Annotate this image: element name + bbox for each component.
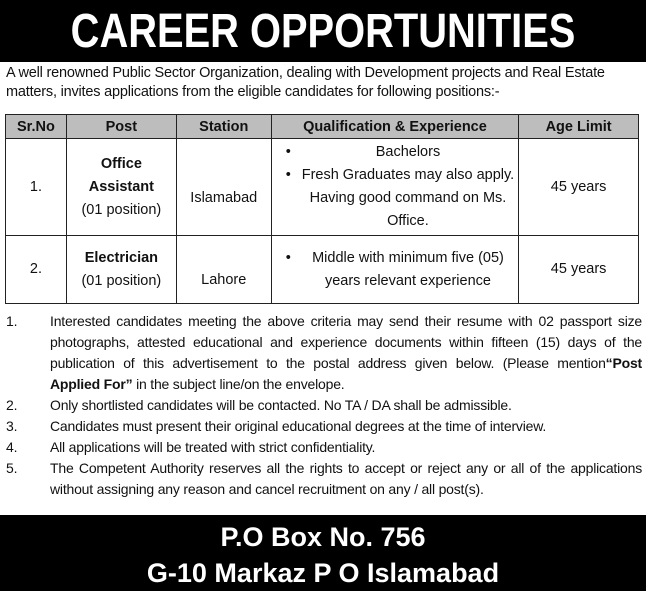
list-item	[6, 416, 642, 437]
intro-paragraph: A well renowned Public Sector Organization, dealing with Development projects and Real Estate matters, invites applications from the eligible candidates for following positions:-	[6, 65, 605, 100]
post-name-line: Office	[100, 155, 142, 172]
age-limit-cell: 45 years	[519, 236, 639, 304]
post-name-line: Electrician	[84, 249, 159, 266]
table-row	[6, 139, 639, 236]
qualification-list	[286, 141, 515, 233]
list-item	[6, 311, 642, 395]
qualification-list	[286, 247, 515, 293]
post-cell	[66, 139, 176, 236]
list-item	[6, 458, 642, 500]
header-banner	[0, 0, 646, 62]
column-header-post: Post	[66, 115, 176, 139]
qualification-cell	[271, 139, 519, 236]
condition-number: 2.	[6, 397, 18, 413]
po-box-line: P.O Box No. 756	[220, 522, 426, 552]
condition-text: All applications will be treated with strict confidentiality.	[50, 439, 376, 455]
condition-number: 5.	[6, 460, 18, 476]
page-title: CAREER OPPORTUNITIES	[70, 4, 576, 58]
qualification-item: • Middle with minimum five (05) years relevant experience	[286, 247, 515, 293]
table-row	[6, 236, 639, 304]
position-count: (01 position)	[81, 201, 162, 218]
sr-no-cell: 2.	[6, 236, 67, 304]
post-cell	[66, 236, 176, 304]
city-line: G-10 Markaz P O Islamabad	[146, 558, 500, 588]
age-limit-cell: 45 years	[519, 139, 639, 236]
condition-text: The Competent Authority reserves all the rights to accept or reject any or all of the applications without assigning any reason and cancel recruitment on any / all post(s).	[50, 460, 642, 497]
condition-text: Candidates must present their original educational degrees at the time of interview.	[50, 418, 547, 434]
station-cell: Islamabad	[176, 139, 271, 236]
condition-text: Interested candidates meeting the above criteria may send their resume with 02 passport size photographs, attested educational and experience documents within fifteen (15) days of the publication of this advertisement to the postal address given below. (Please mention“Post Applied For” in the subject line/on the envelope.	[50, 313, 642, 392]
column-header-sr-no: Sr.No	[6, 115, 67, 139]
qualification-item: • Fresh Graduates may also apply. Having good command on Ms. Office.	[286, 164, 515, 233]
table-header-row	[6, 115, 639, 139]
qualification-item: • Bachelors	[286, 141, 515, 164]
qualification-cell	[271, 236, 519, 304]
footer-address-banner	[0, 515, 646, 591]
sr-no-cell: 1.	[6, 139, 67, 236]
condition-number: 1.	[6, 313, 18, 329]
column-header-qualification: Qualification & Experience	[271, 115, 519, 139]
post-name-line: Assistant	[88, 178, 154, 195]
post-applied-for-emphasis: “Post Applied For”	[50, 355, 642, 392]
list-item	[6, 395, 642, 416]
condition-text: Only shortlisted candidates will be contacted. No TA / DA shall be admissible.	[50, 397, 512, 413]
column-header-age-limit: Age Limit	[519, 115, 639, 139]
station-cell: Lahore	[176, 236, 271, 304]
positions-table	[5, 114, 639, 304]
condition-number: 3.	[6, 418, 18, 434]
list-item	[6, 437, 642, 458]
conditions-list	[6, 311, 642, 500]
position-count: (01 position)	[81, 272, 162, 289]
condition-number: 4.	[6, 439, 18, 455]
column-header-station: Station	[176, 115, 271, 139]
